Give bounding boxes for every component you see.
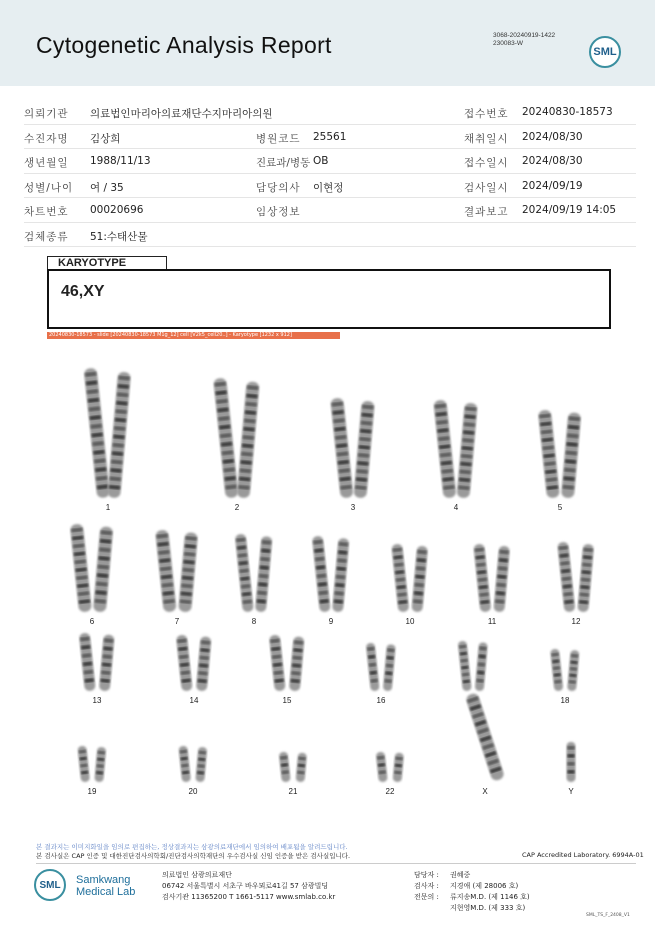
- chromosome-label-Y: Y: [568, 787, 574, 796]
- chart-no-value: 00020696: [90, 204, 144, 216]
- chromosome-pair-13: [79, 633, 115, 692]
- chromosome-pair-5: [538, 410, 581, 499]
- institution-label: 의뢰기관: [24, 108, 69, 120]
- role-3: 전문의 :: [414, 893, 439, 901]
- clinical-label: 임상정보: [256, 206, 301, 218]
- chromosome-pair-21: [279, 752, 307, 783]
- report-header: [0, 0, 655, 86]
- person-2: 지경애 (제 28006 호): [450, 882, 519, 890]
- info-row-6: [24, 223, 636, 248]
- doc-id-1: 3068-20240919-1422: [493, 32, 556, 39]
- patient-info-table: [24, 100, 636, 247]
- specimen-label: 검체종류: [24, 230, 69, 243]
- address-line-3: 검사기관 11365200 T 1661-5117 www.smlab.co.kr: [162, 893, 336, 901]
- info-row-5: [24, 198, 636, 223]
- sex-age-value: 여 / 35: [90, 181, 124, 194]
- chromosome-label-12: 12: [571, 617, 581, 626]
- address-line-1: 의료법인 삼광의료재단: [162, 871, 232, 879]
- sml-logo-text: SML: [593, 46, 617, 58]
- lab-address: [162, 870, 335, 903]
- brand-line-2: Medical Lab: [76, 886, 136, 898]
- chromosome-pair-3: [330, 398, 375, 499]
- role-1: 담당자 :: [414, 871, 439, 879]
- institution-value: 의료법인마리아의료재단수지마리아의원: [90, 108, 273, 120]
- report-label: 결과보고: [464, 206, 509, 218]
- hospital-code-label: 병원코드: [256, 132, 301, 145]
- test-date-value: 2024/09/19: [522, 179, 583, 192]
- collection-date-value: 2024/08/30: [522, 130, 583, 143]
- chromosome-label-6: 6: [89, 617, 95, 626]
- test-date-label: 검사일시: [464, 181, 509, 194]
- chromosome-label-10: 10: [405, 617, 415, 626]
- chromosome-label-1: 1: [105, 503, 111, 512]
- chromosome-label-16: 16: [376, 696, 386, 705]
- chromosome-pair-16: [366, 643, 396, 692]
- role-2: 검사자 :: [414, 882, 439, 890]
- chromosome-pair-1: [84, 368, 131, 499]
- chromosome-pair-19: [77, 746, 106, 783]
- chromosome-pair-22: [376, 752, 404, 783]
- cap-accreditation: CAP Accredited Laboratory. 6994A-01: [522, 851, 644, 859]
- brand-name: [76, 874, 135, 898]
- info-row-3: [24, 149, 636, 174]
- chromosome-pair-17: [458, 641, 488, 692]
- chromosome-label-22: 22: [385, 787, 395, 796]
- chromosome-pair-15: [269, 635, 305, 692]
- doctor-label: 담당의사: [256, 181, 301, 194]
- sex-age-label: 성별/나이: [24, 181, 74, 194]
- info-row-2: [24, 125, 636, 150]
- chromosome-pair-10: [391, 544, 428, 613]
- chromosome-label-7: 7: [174, 617, 180, 626]
- karyotype-image-caption: 20240830-18573 - slide [20240830-18573 M1g_12] cell [V2k5_cell20..] - Karyotype [1232 x 912]: [47, 332, 340, 339]
- dept-value: OB: [313, 155, 329, 167]
- chromosome-label-13: 13: [92, 696, 102, 705]
- specimen-value: 51:수태산물: [90, 230, 148, 243]
- chromosome-label-3: 3: [350, 503, 356, 512]
- chromosome-pair-X: [465, 692, 505, 782]
- footnote-2: 본 검사실은 CAP 인증 및 대한진단검사의학회/진단검사의학재단의 우수검사실 신임 인증을 받은 검사실입니다.: [36, 852, 351, 860]
- karyogram-image: [40, 350, 640, 810]
- document-ids: [493, 32, 555, 48]
- chromosome-pair-7: [155, 530, 198, 613]
- reception-date-value: 2024/08/30: [522, 155, 583, 167]
- chromosome-pair-2: [213, 378, 259, 499]
- footnotes: [36, 843, 350, 861]
- chromosome-label-20: 20: [188, 787, 198, 796]
- reception-date-label: 접수일시: [464, 157, 509, 169]
- chromosome-label-4: 4: [453, 503, 459, 512]
- footer-divider: [36, 863, 636, 864]
- karyotype-tab: KARYOTYPE: [47, 256, 167, 269]
- chromosome-label-18: 18: [560, 696, 570, 705]
- chart-no-label: 차트번호: [24, 206, 69, 218]
- chromosome-pair-20: [178, 746, 207, 783]
- signers: [414, 870, 530, 914]
- samkwang-logo: [34, 869, 66, 901]
- birth-label: 생년월일: [24, 157, 69, 169]
- chromosome-label-9: 9: [328, 617, 334, 626]
- report-value: 2024/09/19 14:05: [522, 204, 617, 216]
- doc-id-2: 230083-W: [493, 40, 523, 47]
- samkwang-logo-text: SML: [39, 879, 61, 891]
- person-1: 권혜중: [450, 871, 471, 879]
- brand-line-1: Samkwang: [76, 874, 131, 886]
- chromosome-pair-11: [473, 544, 510, 613]
- info-row-1: [24, 100, 636, 125]
- karyotype-result-box: [47, 269, 611, 329]
- karyotype-result: 46,XY: [61, 283, 105, 300]
- address-line-2: 06742 서울특별시 서초구 바우뫼로41길 57 삼광빌딩: [162, 882, 329, 890]
- dept-label: 진료과/병동: [256, 157, 311, 169]
- document-code: SML_TS_F_2408_V1: [586, 913, 630, 918]
- name-label: 수진자명: [24, 132, 69, 145]
- chromosome-pair-14: [176, 635, 212, 692]
- reception-no-value: 20240830-18573: [522, 106, 613, 118]
- chromosome-pair-Y: [567, 742, 576, 782]
- birth-value: 1988/11/13: [90, 155, 151, 167]
- footnote-1: 본 결과지는 이미지화일을 임의로 편집하는, 정상결과지는 삼광의료재단에서 임의하여 배포됨을 알려드립니다.: [36, 843, 348, 851]
- reception-no-label: 접수번호: [464, 108, 509, 120]
- report-title: Cytogenetic Analysis Report: [36, 32, 332, 58]
- chromosome-pair-12: [557, 542, 594, 613]
- chromosome-label-15: 15: [282, 696, 292, 705]
- chromosome-label-14: 14: [189, 696, 199, 705]
- person-3: 류지송M.D. (제 1146 호): [450, 893, 530, 901]
- chromosome-label-11: 11: [487, 617, 497, 626]
- chromosome-pair-6: [70, 524, 113, 613]
- chromosome-pair-8: [235, 534, 273, 613]
- person-4: 지현영M.D. (제 333 호): [450, 904, 526, 912]
- sml-logo: [589, 36, 621, 68]
- chromosome-pair-9: [312, 536, 350, 613]
- chromosome-label-2: 2: [234, 503, 240, 512]
- doctor-value: 이현정: [313, 181, 344, 194]
- chromosome-pair-4: [433, 400, 477, 499]
- hospital-code-value: 25561: [313, 130, 347, 143]
- info-row-4: [24, 174, 636, 199]
- chromosome-label-5: 5: [557, 503, 563, 512]
- name-value: 김상희: [90, 132, 121, 145]
- collection-date-label: 채취일시: [464, 132, 509, 145]
- chromosome-label-21: 21: [288, 787, 298, 796]
- chromosome-pair-18: [550, 649, 580, 692]
- chromosome-label-19: 19: [87, 787, 97, 796]
- chromosome-label-X: X: [482, 787, 488, 796]
- chromosome-label-8: 8: [251, 617, 257, 626]
